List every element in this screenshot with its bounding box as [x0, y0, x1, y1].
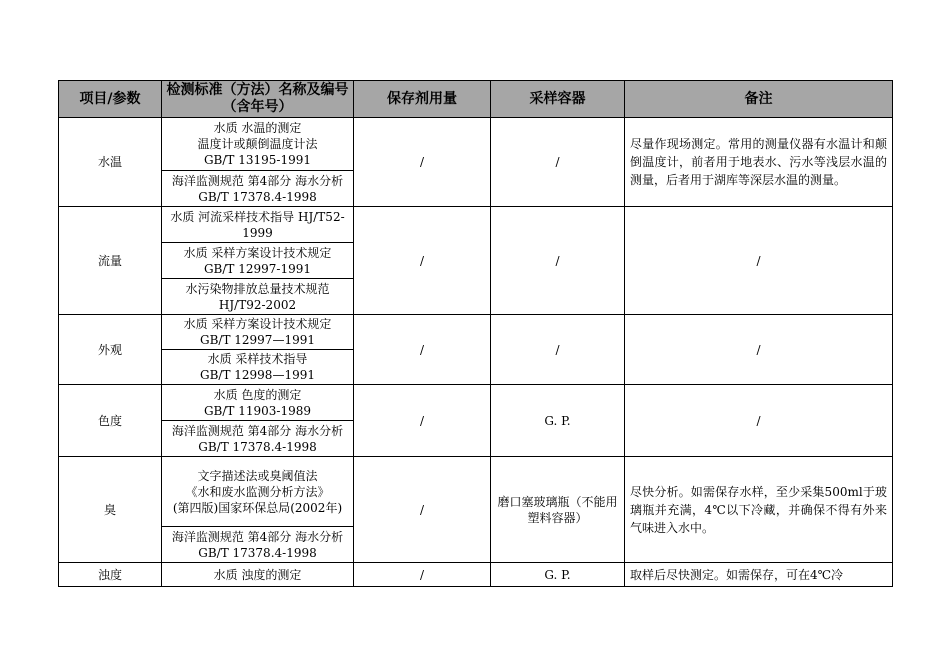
standard-line: 水质 色度的测定: [213, 387, 302, 402]
standard-line: GB/T 11903-1989: [203, 403, 312, 418]
table-row: [59, 457, 893, 527]
header-preservative: 保存剂用量: [354, 81, 491, 118]
standard-line: 《水和废水监测分析方法》: [185, 484, 330, 499]
table-row: [59, 385, 893, 421]
standard-line: GB/T 13195-1991: [203, 153, 312, 167]
preservative-cell: /: [354, 315, 491, 385]
container-cell: /: [491, 315, 625, 385]
note-cell: 取样后尽快测定。如需保存，可在4℃冷: [625, 563, 893, 587]
standard-line: 海洋监测规范 第4部分 海水分析 GB/T 17378.4-1998: [171, 529, 344, 560]
header-container: 采样容器: [491, 81, 625, 118]
table-header-row: [59, 81, 893, 118]
preservative-cell: /: [354, 457, 491, 563]
container-cell: G. P.: [491, 385, 625, 457]
header-standard: 检测标准（方法）名称及编号（含年号）: [162, 81, 354, 118]
standard-line: GB/T 12997-1991: [203, 261, 312, 276]
table-row: [59, 563, 893, 587]
standard-line: (第四版)国家环保总局(2002年): [172, 500, 343, 515]
container-cell: /: [491, 207, 625, 315]
standard-line: GB/T 12998—1991: [200, 368, 315, 382]
table-row: [59, 207, 893, 243]
header-item: 项目/参数: [59, 81, 162, 118]
standard-line: GB/T 12997—1991: [200, 333, 315, 347]
standard-line: 水质 采样方案设计技术规定: [183, 245, 332, 260]
standard-cell: [162, 118, 354, 171]
container-cell: 磨口塞玻璃瓶（不能用塑料容器）: [491, 457, 625, 563]
table-row: [59, 315, 893, 350]
preservative-cell: /: [354, 385, 491, 457]
standard-line: 海洋监测规范 第4部分 海水分析 GB/T 17378.4-1998: [171, 173, 344, 204]
standard-line: 文字描述法或臭阈值法: [197, 468, 318, 483]
standard-line: 温度计或颠倒温度计法: [197, 137, 318, 151]
preservative-cell: /: [354, 118, 491, 207]
preservative-cell: /: [354, 563, 491, 587]
item-cell: 外观: [59, 315, 162, 385]
item-cell: 臭: [59, 457, 162, 563]
standard-cell: [162, 527, 354, 563]
container-cell: G. P.: [491, 563, 625, 587]
standard-cell: [162, 350, 354, 385]
item-cell: 水温: [59, 118, 162, 207]
standard-line: 海洋监测规范 第4部分 海水分析 GB/T 17378.4-1998: [171, 423, 344, 454]
table-row: [59, 118, 893, 171]
note-cell: /: [625, 315, 893, 385]
standard-cell: [162, 457, 354, 527]
standard-line: 水污染物排放总量技术规范: [185, 281, 330, 296]
standard-cell: [162, 563, 354, 587]
header-note: 备注: [625, 81, 893, 118]
standard-line: HJ/T92-2002: [218, 297, 297, 312]
standard-line: 水质 采样方案设计技术规定: [183, 317, 332, 331]
standard-cell: [162, 315, 354, 350]
note-cell: /: [625, 207, 893, 315]
monitoring-methods-table: [58, 80, 893, 587]
standard-line: 水质 浊度的测定: [213, 567, 302, 582]
standard-cell: [162, 243, 354, 279]
item-cell: 流量: [59, 207, 162, 315]
item-cell: 浊度: [59, 563, 162, 587]
note-cell: /: [625, 385, 893, 457]
preservative-cell: /: [354, 207, 491, 315]
standard-line: 水质 河流采样技术指导 HJ/T52-1999: [170, 209, 345, 240]
item-cell: 色度: [59, 385, 162, 457]
standard-cell: [162, 421, 354, 457]
standard-line: 水质 水温的测定: [213, 121, 302, 135]
standard-cell: [162, 279, 354, 315]
standard-line: 水质 采样技术指导: [207, 352, 308, 366]
note-cell: 尽量作现场测定。常用的测量仪器有水温计和颠倒温度计，前者用于地表水、污水等浅层水温的测量，后者用于湖库等深层水温的测量。: [625, 118, 893, 207]
note-cell: 尽快分析。如需保存水样，至少采集500ml于玻璃瓶并充满，4℃以下冷藏，并确保不得有外来气味进入水中。: [625, 457, 893, 563]
standard-cell: [162, 171, 354, 207]
standard-cell: [162, 207, 354, 243]
standard-cell: [162, 385, 354, 421]
container-cell: /: [491, 118, 625, 207]
